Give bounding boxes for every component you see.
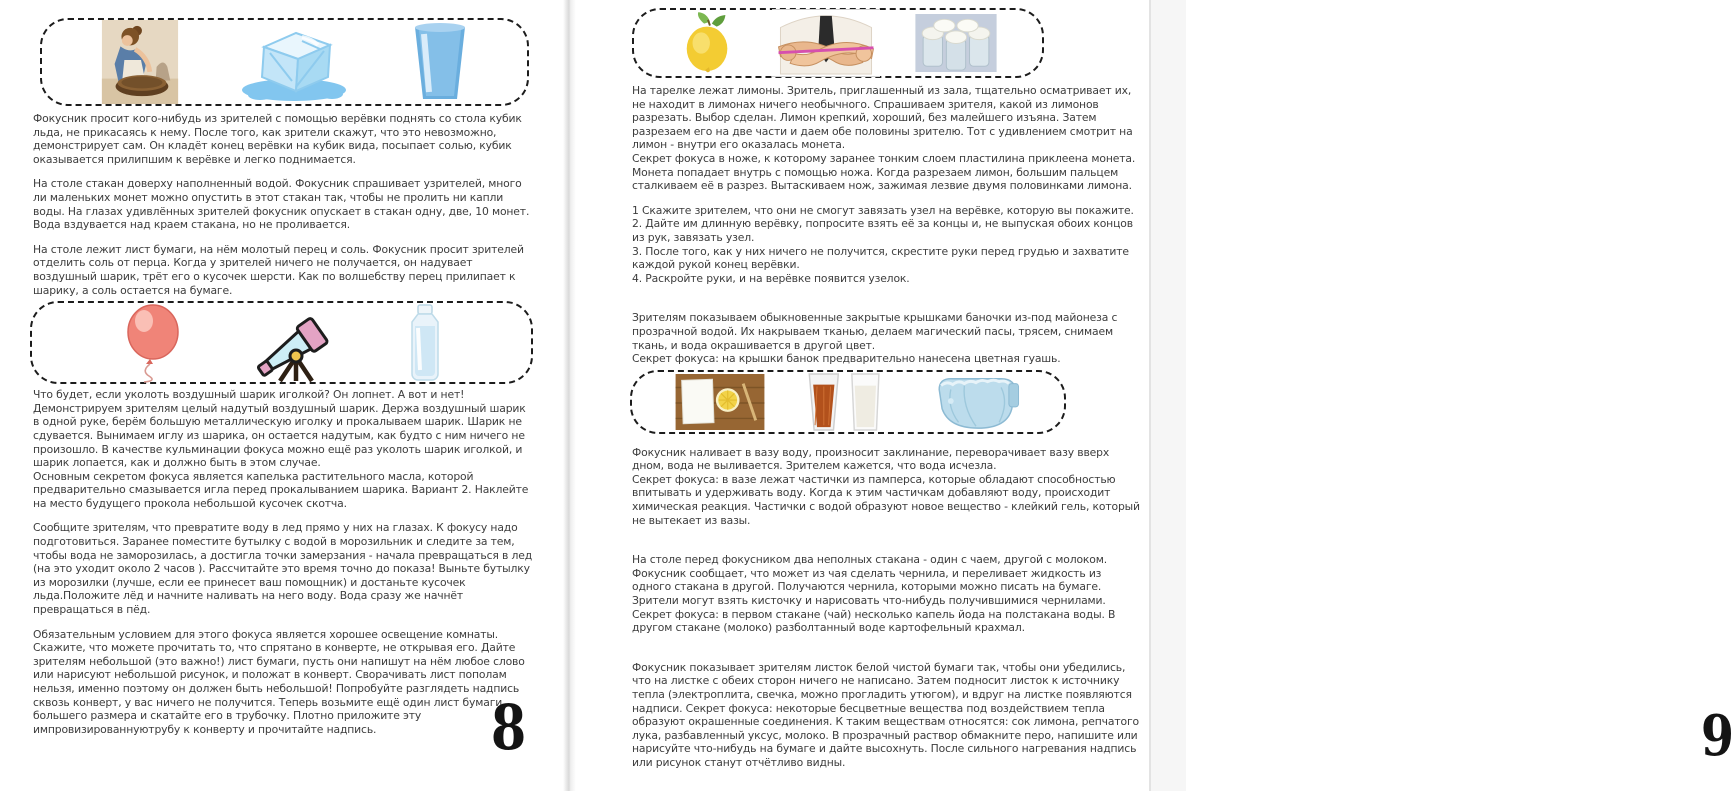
paragraph-salt-pepper: На столе лежит лист бумаги, на нём молотый перец и соль. Фокусник просит зрителей отделить соль от перца. Когда у зрителей ничего не получается, он надувает воздушный шарик, трёт его о кусочек шерсти. Как по волшебству перец прилипает к шарику, а соль остается на бумаге.	[33, 242, 524, 297]
illustration-box-balloon-trick	[30, 301, 533, 384]
page-edge-shadow	[1149, 0, 1186, 791]
melting-ice-cube-image	[236, 21, 354, 103]
paragraph-ice-rope-trick: Фокусник просит кого-нибудь из зрителей с помощью верёвки поднять со стола кубик льда, не прикасаясь к нему. После того, как зрители скажут, что это невозможно, демонстрирует сам. Он кладёт конец верёвки на кубик вида, посыпает солью, кубик оказывается прилипшим к верёвке и легко поднимается.	[33, 112, 522, 166]
telescope-image	[248, 303, 344, 383]
paragraph-invisible-ink: Фокусник показывает зрителям листок белой чистой бумаги так, чтобы они убедились, что на листке с обеих сторон ничего не написано. Затем подносит листок к источнику тепла (электроплита, свечка, можно прогладить утюгом), и вдруг на листке появляются надписи. Секрет фокуса: некоторые бесцветные вещества под воздействием тепла образуют окрашенные соединения. К таким веществам относятся: сок лимона, репчатого лука, разбавленный уксус, молоко. В прозрачный раствор обмакните перо, напишите или нарисуйте что-нибудь на бумаге и дайте высохнуть. После сильного нагревания надпись или рисунок станут отчётливо видны.	[632, 660, 1139, 769]
red-balloon-image	[117, 304, 189, 382]
paper-lemon-and-stick-image	[675, 374, 765, 430]
page-left	[0, 0, 566, 791]
paragraph-lemon-secret: Секрет фокуса в ноже, к которому заранее тонким слоем пластилина приклеена монета. Монета попадает внутрь с помощью ножа. Когда разрезаем лимон, большим пальцем сталкиваем её в разрез. Вытаскиваем нож, зажимая лезвие двумя половинками лимона.	[632, 151, 1136, 193]
page-number-left: 8	[490, 691, 527, 764]
page-right	[576, 0, 1734, 791]
girl-kneading-dough-image	[101, 20, 179, 104]
lemon-with-leaves-image	[679, 12, 737, 74]
paragraph-coins-in-glass: На столе стакан доверху наполненный водой. Фокусник спрашивает узрителей, много ли маленьких монет можно опустить в этот стакан так, чтобы не пролить ни капли воды. На глазах удивлённых зрителей фокусник опускает в стакан одну, две, 10 монет. Вода вздувается над краем стакана, но не проливается.	[33, 177, 530, 232]
paragraph-tea-milk-ink: На столе перед фокусником два неполных стакана - один с чаем, другой с молоком. Фокусник сообщает, что может из чая сделать чернила, и переливает жидкость из одного стакана в другой. Получаются чернила, которыми можно писать на бумаге. Зрители могут взять кисточку и нарисовать что-нибудь получившимися чернилами. Секрет фокуса: в первом стакане (чай) несколько капель йода на полстакана воды. В другом стакане (молоко) разболтанный воде картофельный крахмал.	[632, 553, 1116, 635]
illustration-box-ice-trick	[40, 18, 529, 106]
rope-knot-step-4: 4. Раскройте руки, и на верёвке появится узелок.	[632, 271, 910, 285]
rope-knot-step-2: 2. Дайте им длинную верёвку, попросите взять её за концы и, не выпуская обоих концов из рук, завязать узел.	[632, 217, 1133, 244]
water-bottle-image	[404, 304, 446, 382]
illustration-box-lemon-trick	[632, 8, 1044, 78]
paragraph-lemon-coin: На тарелке лежат лимоны. Зритель, приглашенный из зала, тщательно осматривает их, не находит в лимонах ничего необычного. Спрашиваем зрителя, какой из лимонов разрезать. Выбор сделан. Лимон крепкий, хороший, без малейшего изъяна. Затем разрезаем его на две части и даем обе половины зрителю. Тот с удивлением смотрит на лимон - внутри его оказалась монета.	[632, 84, 1133, 152]
paragraph-envelope-reading: Обязательным условием для этого фокуса является хорошее освещение комнаты. Скажите, что можете прочитать то, что спрятано в конверте, не открывая его. Дайте зрителям небольшой (это важно!) лист бумаги, пусть они напишут на нём любое слово или нарисуют небольшой рисунок, и положат в конверт. Сворачивать лист пополам нельзя, именно поэтому он должен быть небольшой! Попробуйте разглядеть надпись сквозь конверт, у вас ничего не получится. Теперь возьмите ещё один лист бумаги большего размера и скатайте его в трубочку. Плотно приложите эту импровизированнуютрубу к конверту и прочитайте надпись.	[33, 627, 525, 736]
paragraph-jar-lids-trick: Зрителям показываем обыкновенные закрытые крышками баночки из-под майонеза с прозрачной водой. Их накрываем тканью, делаем магический пасы, трясем, снимаем ткань, и вода окрашивается в другой цвет.	[632, 311, 1118, 352]
tea-and-milk-glasses-image	[803, 373, 891, 431]
crossed-arms-holding-rope-image	[772, 12, 880, 74]
paragraph-water-to-ice: Сообщите зрителям, что превратите воду в лед прямо у них на глазах. К фокусу надо подготовиться. Заранее поместите бутылку с водой в морозильник и следите за тем, чтобы вода не заморозилась, а достигла точки замерзания - начала превращаться в лед (на это уходит около 2 часов ). Рассчитайте это время точно до показа! Выньте бутылку из морозилки (лучше, если ее принесет ваш помощник) и достаньте кусочек льда.Положите лёд и начните наливать на него воду. Вода сразу же начнёт превращаться в пёд.	[33, 521, 533, 617]
page-number-right: 9	[1700, 703, 1734, 769]
paragraph-vase-water: Фокусник наливает в вазу воду, произносит заклинание, переворачивает вазу вверх дном, вода не выливается. Зрителем кажется, что вода исчезла.	[632, 445, 1110, 473]
rope-knot-step-1: 1 Скажите зрителем, что они не смогут завязать узел на верёвке, которую вы покажите.	[632, 203, 1134, 217]
paragraph-balloon-needle: Что будет, если уколоть воздушный шарик иголкой? Он лопнет. А вот и нет! Демонстрируем зрителям целый надутый воздушный шарик. Держа воздушный шарик в одной руке, берём большую металлическую иголку и прокалываем шарик. Шарик не сдувается. Вынимаем иглу из шарика, он остается надутым, как будто с ним ничего не произошло. В качестве кульминации фокуса можно ещё раз уколоть шарик иголкой, и шарик лопается, как и должно быть в этом случае.	[33, 388, 526, 470]
diaper-image	[929, 372, 1021, 432]
crossed-arms-photo-frame	[772, 9, 880, 77]
rope-knot-step-3: 3. После того, как у них ничего не получится, скрестите руки перед грудью и захватите каждой рукой конец верёвки.	[632, 244, 1129, 272]
paragraph-balloon-secret: Основным секретом фокуса является капелька растительного масла, которой предварительно смазывается игла перед прокалыванием шарика. Вариант 2. Наклейте на место будущего прокола небольшой кусочек скотча.	[33, 469, 529, 510]
illustration-box-vase-trick	[630, 370, 1066, 434]
glass-jars-with-lids-image	[915, 14, 997, 72]
page-gutter	[563, 0, 576, 791]
glass-of-water-image	[411, 22, 469, 102]
paragraph-vase-secret: Секрет фокуса: в вазе лежат частички из памперса, которые обладают способностью впитывать и удерживать воду. Когда к этим частичкам добавляют воду, происходит химическая реакция. Частички с водой образуют новое вещество - клейкий гель, который не вытекает из вазы.	[632, 472, 1140, 527]
paragraph-jar-lids-secret: Секрет фокуса: на крышки банок предварительно нанесена цветная гуашь.	[632, 352, 1061, 366]
